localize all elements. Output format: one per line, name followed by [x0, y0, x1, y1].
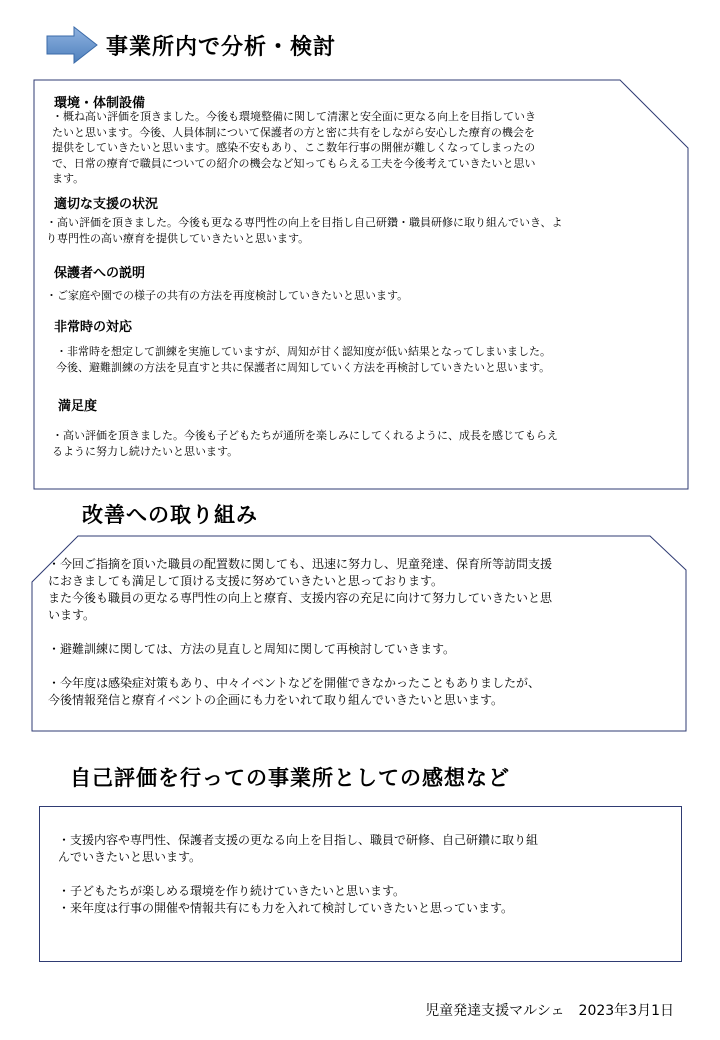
text-line: るように努力し続けたいと思います。: [52, 444, 239, 458]
text-line: ・高い評価を頂きました。今後も更なる専門性の向上を目指し自己研鑽・職員研修に取り組んでいき、よ: [46, 216, 563, 229]
text-line: ・支援内容や専門性、保護者支援の更なる向上を目指し、職員で研修、自己研鑽に取り組: [58, 833, 539, 847]
text-line: います。: [48, 608, 96, 622]
section-heading-satisfaction: 満足度: [58, 399, 98, 414]
text-line: ・高い評価を頂きました。今後も子どもたちが通所を楽しみにしてくれるように、成長を感じてもらえ: [52, 429, 558, 442]
footer-signature: 児童発達支援マルシェ 2023年3月1日: [425, 1003, 674, 1019]
text-line: ・避難訓練に関しては、方法の見直しと周知に関して再検討していきます。: [48, 642, 456, 656]
text-line: ・非常時を想定して訓練を実施していますが、周知が甘く認知度が低い結果となってしまいました。: [56, 345, 551, 358]
text-line: また今後も職員の更なる専門性の向上と療育、支援内容の充足に向けて努力していきたいと思: [48, 591, 553, 605]
text-line: ます。: [52, 172, 85, 185]
text-line: [58, 866, 670, 883]
page-title: 事業所内で分析・検討: [106, 35, 337, 60]
text-line: で、日常の療育で職員についての紹介の機会など知ってもらえる工夫を今後考えていきたいと思い: [52, 156, 536, 170]
impressions-body: [58, 832, 670, 917]
text-line: ・今年度は感染症対策もあり、中々イベントなどを開催できなかったこともありましたが、: [48, 676, 541, 690]
improvement-title: 改善への取り組み: [82, 503, 258, 527]
text-line: 提供をしていきたいと思います。感染不安もあり、ここ数年行事の開催が難しくなってしまったの: [52, 141, 536, 154]
text-line: ・ご家庭や園での様子の共有の方法を再度検討していきたいと思います。: [46, 289, 409, 302]
section-heading-emergency: 非常時の対応: [54, 320, 133, 335]
section-heading-environment: 環境・体制設備: [54, 96, 146, 111]
text-line: におきましても満足して頂ける支援に努めていきたいと思っております。: [48, 574, 444, 588]
text-line: り専門性の高い療育を提供していきたいと思います。: [46, 231, 310, 245]
text-line: たいと思います。今後、人員体制について保護者の方と密に共有をしながら安心した療育の機会を: [52, 125, 535, 139]
section-heading-explanation: 保護者への説明: [54, 266, 146, 281]
text-line: ・子どもたちが楽しめる環境を作り続けていきたいと思います。: [58, 884, 406, 898]
text-line: 今後、避難訓練の方法を見直すと共に保護者に周知していく方法を再検討していきたいと思います。: [56, 360, 551, 374]
text-line: ・今回ご指摘を頂いた職員の配置数に関しても、迅速に努力し、児童発達、保育所等訪問支援: [48, 557, 553, 571]
text-line: ・来年度は行事の開催や情報共有にも力を入れて検討していきたいと思っています。: [58, 901, 514, 915]
section-heading-support: 適切な支援の状況: [54, 197, 159, 212]
text-line: ・概ね高い評価を頂きました。今後も環境整備に関して清潔と安全面に更なる向上を目指していき: [52, 110, 536, 123]
text-line: んでいきたいと思います。: [58, 850, 202, 864]
impressions-title: 自己評価を行っての事業所としての感想など: [70, 766, 510, 790]
text-line: 今後情報発信と療育イベントの企画にも力をいれて取り組んでいきたいと思います。: [48, 693, 504, 707]
